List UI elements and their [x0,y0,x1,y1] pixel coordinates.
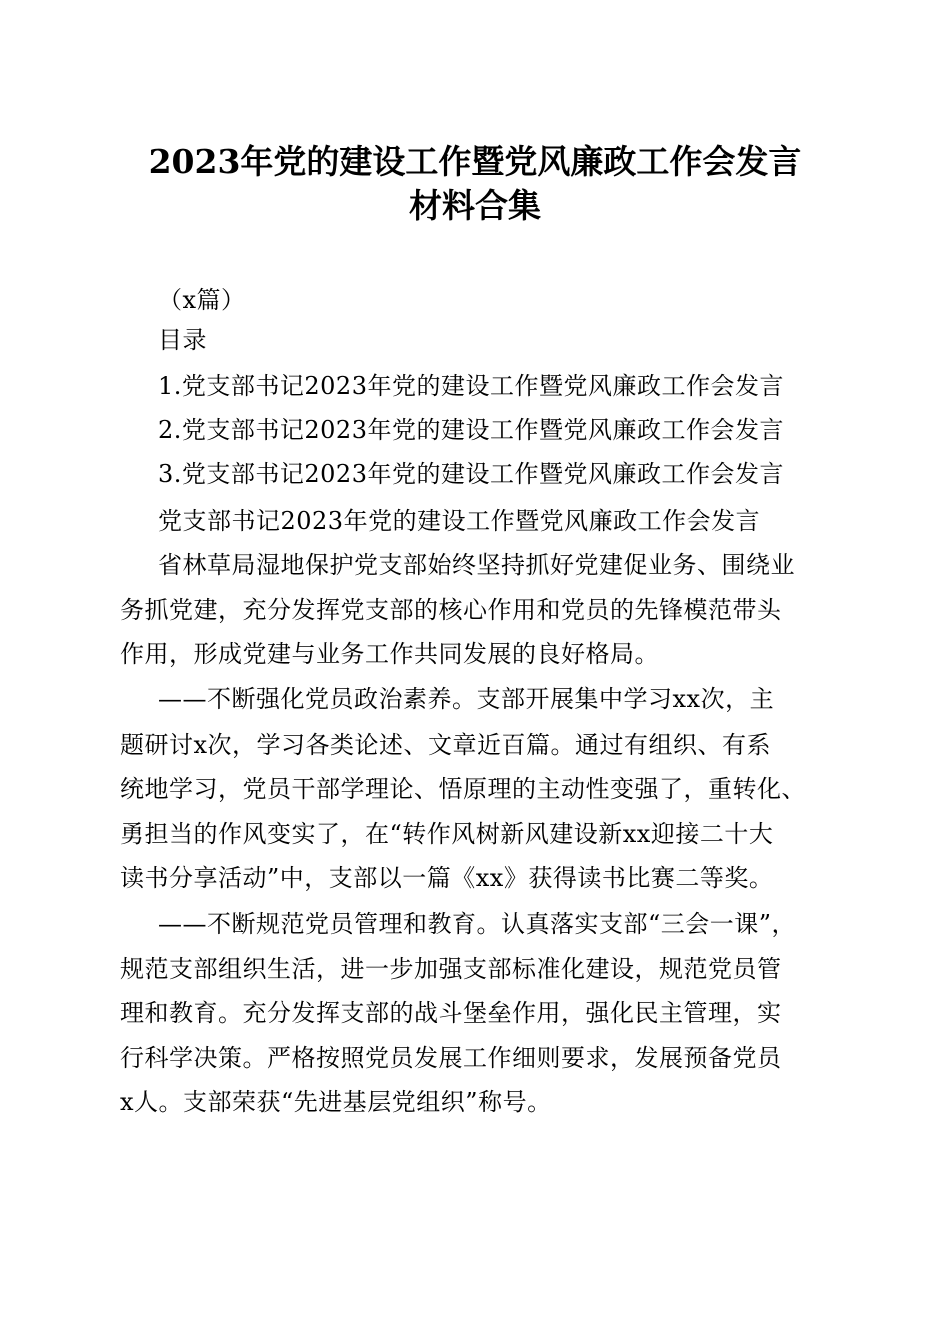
paragraph-3-line: ——不断规范党员管理和教育。认真落实支部“三会一课”， [158,910,797,938]
paragraph-2-line: 勇担当的作风变实了，在“转作风树新风建设新xx迎接二十大 [120,820,774,848]
document-title-line-1: 2023年党的建设工作暨党风廉政工作会发言 [148,142,802,181]
paragraph-2-line: 题研讨x次，学习各类论述、文章近百篇。通过有组织、有系 [120,731,772,759]
paragraph-1-line: 务抓党建，充分发挥党支部的核心作用和党员的先锋模范带头 [120,596,782,624]
toc-heading: 目录 [158,326,207,354]
toc-item: 1.党支部书记2023年党的建设工作暨党风廉政工作会发言 [158,372,784,400]
paragraph-3-line: 理和教育。充分发挥支部的战斗堡垒作用，强化民主管理，实 [120,999,782,1027]
paragraph-3-line: 规范支部组织生活，进一步加强支部标准化建设，规范党员管 [120,955,782,983]
paragraph-1-line: 作用，形成党建与业务工作共同发展的良好格局。 [120,640,659,668]
paragraph-3-line: 行科学决策。严格按照党员发展工作细则要求，发展预备党员 [120,1044,782,1072]
document-title-line-2: 材料合集 [409,186,541,225]
count-note: （x篇） [158,286,246,314]
paragraph-2-line: 读书分享活动”中，支部以一篇《xx》获得读书比赛二等奖。 [120,864,774,892]
section-heading: 党支部书记2023年党的建设工作暨党风廉政工作会发言 [158,507,761,535]
toc-item: 3.党支部书记2023年党的建设工作暨党风廉政工作会发言 [158,460,784,488]
paragraph-3-line: x人。支部荣获“先进基层党组织”称号。 [120,1088,552,1116]
paragraph-2-line: 统地学习，党员干部学理论、悟原理的主动性变强了，重转化、 [120,775,806,803]
toc-item: 2.党支部书记2023年党的建设工作暨党风廉政工作会发言 [158,416,784,444]
paragraph-1-line: 省林草局湿地保护党支部始终坚持抓好党建促业务、围绕业 [158,551,795,579]
paragraph-2-line: ——不断强化党员政治素养。支部开展集中学习xx次，主 [158,685,775,713]
